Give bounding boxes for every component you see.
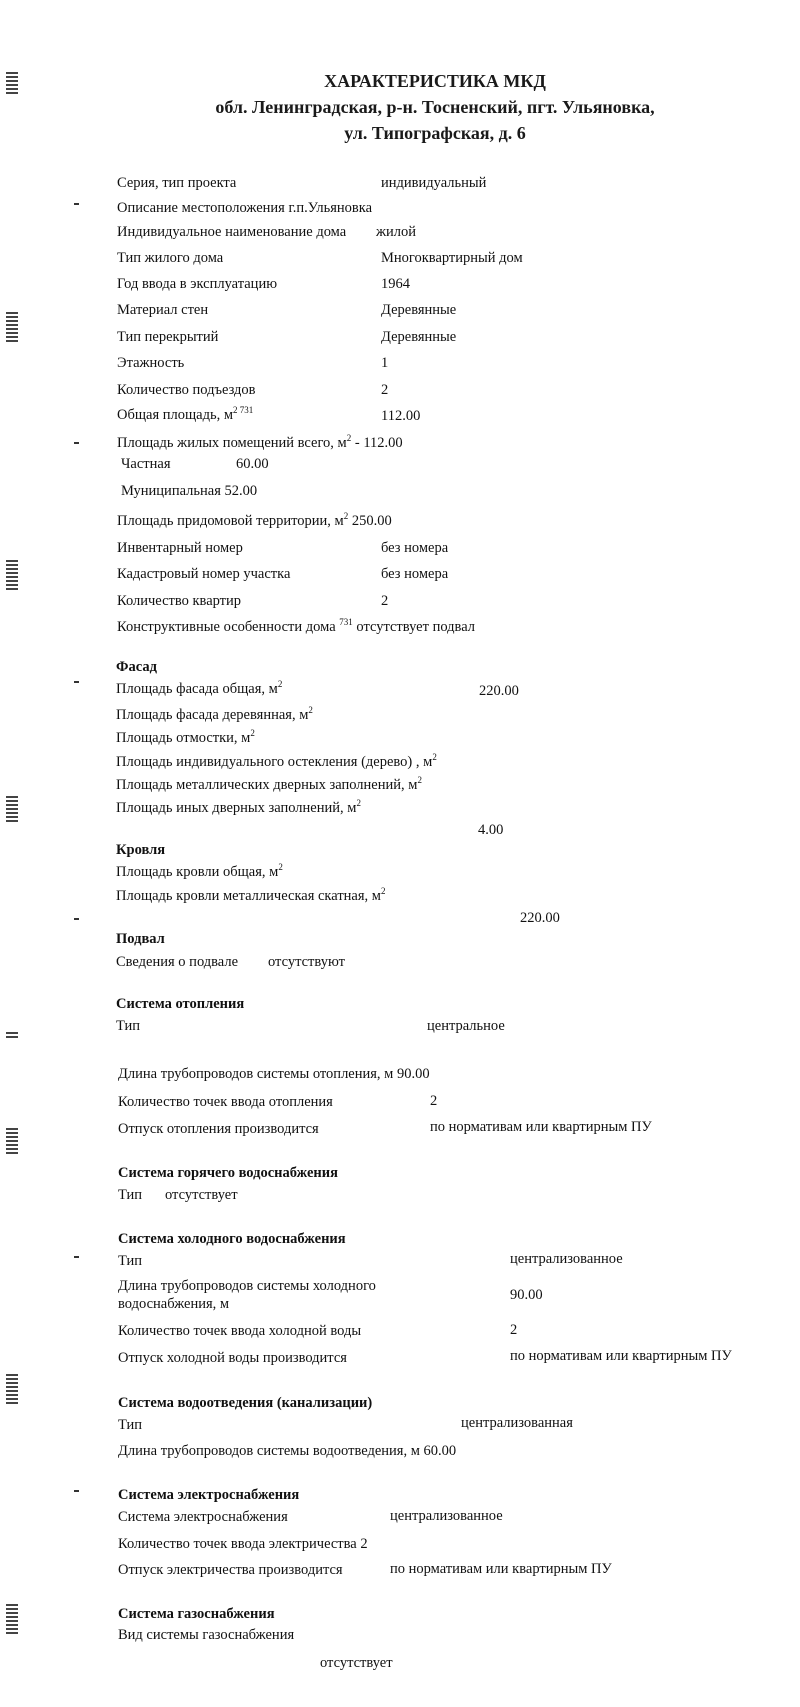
municipal-line: Муниципальная 52.00 (121, 483, 258, 499)
location-text: Описание местоположения г.п.Ульяновка (117, 200, 373, 216)
cold-water-pipes-label-2: водоснабжения, м (118, 1296, 230, 1312)
document-address-line2: ул. Типографская, д. 6 (344, 123, 526, 143)
heating-heading: Система отопления (116, 996, 245, 1012)
cold-water-inputs-value: 2 (510, 1322, 518, 1338)
other-doors-value: 4.00 (478, 822, 504, 838)
name-label: Индивидуальное наименование дома (117, 224, 347, 240)
scan-artifact (6, 1032, 18, 1040)
scan-artifact (6, 312, 18, 344)
cold-water-supply-label: Отпуск холодной воды производится (118, 1350, 347, 1366)
scan-dash (74, 442, 79, 444)
series-label: Серия, тип проекта (117, 175, 237, 191)
document-address-line1: обл. Ленинградская, р-н. Тосненский, пгт. Ульяновка, (215, 97, 655, 117)
year-value: 1964 (381, 276, 410, 292)
electricity-supply-value: по нормативам или квартирным ПУ (390, 1561, 612, 1577)
private-label: Частная (121, 456, 171, 472)
total-area-value: 112.00 (381, 408, 421, 424)
electricity-system-label: Система электроснабжения (118, 1509, 288, 1525)
scan-dash (74, 1490, 79, 1492)
walls-value: Деревянные (381, 302, 457, 318)
living-area-line: Площадь жилых помещений всего, $м^2 - 112.00$ (117, 433, 403, 451)
scan-dash (74, 1256, 79, 1258)
glazing-label: Площадь индивидуального остекления (дерево) , $м^2$ (116, 752, 437, 770)
basement-heading: Подвал (116, 931, 165, 947)
scan-artifact (6, 1374, 18, 1406)
electricity-heading: Система электроснабжения (118, 1487, 300, 1503)
storeys-label: Этажность (117, 355, 185, 371)
cold-water-type-value: централизованное (510, 1251, 623, 1267)
sewerage-type-label: Тип (118, 1417, 143, 1433)
floors-type-value: Деревянные (381, 329, 457, 345)
walls-label: Материал стен (117, 302, 209, 318)
scan-artifact (6, 560, 18, 592)
cold-water-heading: Система холодного водоснабжения (118, 1231, 346, 1247)
facade-wooden-label: Площадь фасада деревянная, $м^2$ (116, 705, 313, 723)
electricity-system-value: централизованное (390, 1508, 503, 1524)
electricity-inputs-line: Количество точек ввода электричества 2 (118, 1536, 368, 1552)
scan-artifact (6, 796, 18, 824)
total-area-label: Общая площадь, $м^{2 731}$ (117, 405, 254, 423)
cold-water-pipes-value: 90.00 (510, 1287, 543, 1303)
hot-water-heading: Система горячего водоснабжения (118, 1165, 338, 1181)
other-doors-label: Площадь иных дверных заполнений, $м^2$ (116, 798, 361, 816)
scan-artifact (6, 1128, 18, 1156)
series-value: индивидуальный (381, 175, 487, 191)
roof-heading: Кровля (116, 842, 166, 858)
cold-water-inputs-label: Количество точек ввода холодной воды (118, 1323, 362, 1339)
basement-info-label: Сведения о подвале (116, 954, 239, 970)
gas-type-value: отсутствует (320, 1655, 393, 1671)
scan-dash (74, 681, 79, 683)
electricity-supply-label: Отпуск электричества производится (118, 1562, 343, 1578)
entrances-value: 2 (381, 382, 389, 398)
cadastral-label: Кадастровый номер участка (117, 566, 291, 582)
features-line: Конструктивные особенности дома $^{731}$ отсутствует подвал (117, 617, 475, 635)
house-type-value: Многоквартирный дом (381, 250, 523, 266)
scan-artifact (6, 1604, 18, 1636)
roof-metal-label: Площадь кровли металлическая скатная, $м^2$ (116, 886, 386, 904)
sewerage-pipes-line: Длина трубопроводов системы водоотведения, м 60.00 (118, 1443, 457, 1459)
heating-inputs-label: Количество точек ввода отопления (118, 1094, 333, 1110)
apartments-value: 2 (381, 593, 389, 609)
apartments-label: Количество квартир (117, 593, 242, 609)
cadastral-value: без номера (381, 566, 449, 582)
gas-heading: Система газоснабжения (118, 1606, 275, 1622)
gas-type-label: Вид системы газоснабжения (118, 1627, 295, 1643)
basement-info-value: отсутствуют (268, 954, 345, 970)
name-value: жилой (376, 224, 417, 240)
cold-water-supply-value: по нормативам или квартирным ПУ (510, 1348, 732, 1364)
scan-dash (74, 918, 79, 920)
house-type-label: Тип жилого дома (117, 250, 224, 266)
blind-area-label: Площадь отмостки, $м^2$ (116, 728, 255, 746)
metal-doors-label: Площадь металлических дверных заполнений, $м^2$ (116, 775, 422, 793)
inventory-label: Инвентарный номер (117, 540, 243, 556)
yard-area-line: Площадь придомовой территории, $м^2$ 250.00 (117, 511, 392, 529)
heating-type-value: центральное (427, 1018, 505, 1034)
storeys-value: 1 (381, 355, 389, 371)
hot-water-type-value: отсутствует (165, 1187, 238, 1203)
sewerage-type-value: централизованная (461, 1415, 573, 1431)
year-label: Год ввода в эксплуатацию (117, 276, 278, 292)
scan-dash (74, 203, 79, 205)
roof-total-label: Площадь кровли общая, $м^2$ (116, 862, 283, 880)
hot-water-type-label: Тип (118, 1187, 143, 1203)
facade-total-label: Площадь фасада общая, $м^2$ (116, 679, 283, 697)
private-value: 60.00 (236, 456, 269, 472)
facade-total-value: 220.00 (479, 683, 519, 699)
inventory-value: без номера (381, 540, 449, 556)
facade-heading: Фасад (116, 659, 157, 675)
heating-inputs-value: 2 (430, 1093, 438, 1109)
heating-type-label: Тип (116, 1018, 141, 1034)
entrances-label: Количество подъездов (117, 382, 256, 398)
sewerage-heading: Система водоотведения (канализации) (118, 1395, 373, 1411)
roof-metal-value: 220.00 (520, 910, 560, 926)
heating-supply-value: по нормативам или квартирным ПУ (430, 1119, 652, 1135)
floors-type-label: Тип перекрытий (117, 329, 219, 345)
cold-water-type-label: Тип (118, 1253, 143, 1269)
heating-supply-label: Отпуск отопления производится (118, 1121, 319, 1137)
heating-pipes-line: Длина трубопроводов системы отопления, м 90.00 (118, 1066, 430, 1082)
document-title: ХАРАКТЕРИСТИКА МКД (324, 71, 546, 91)
cold-water-pipes-label-1: Длина трубопроводов системы холодного (118, 1278, 376, 1294)
